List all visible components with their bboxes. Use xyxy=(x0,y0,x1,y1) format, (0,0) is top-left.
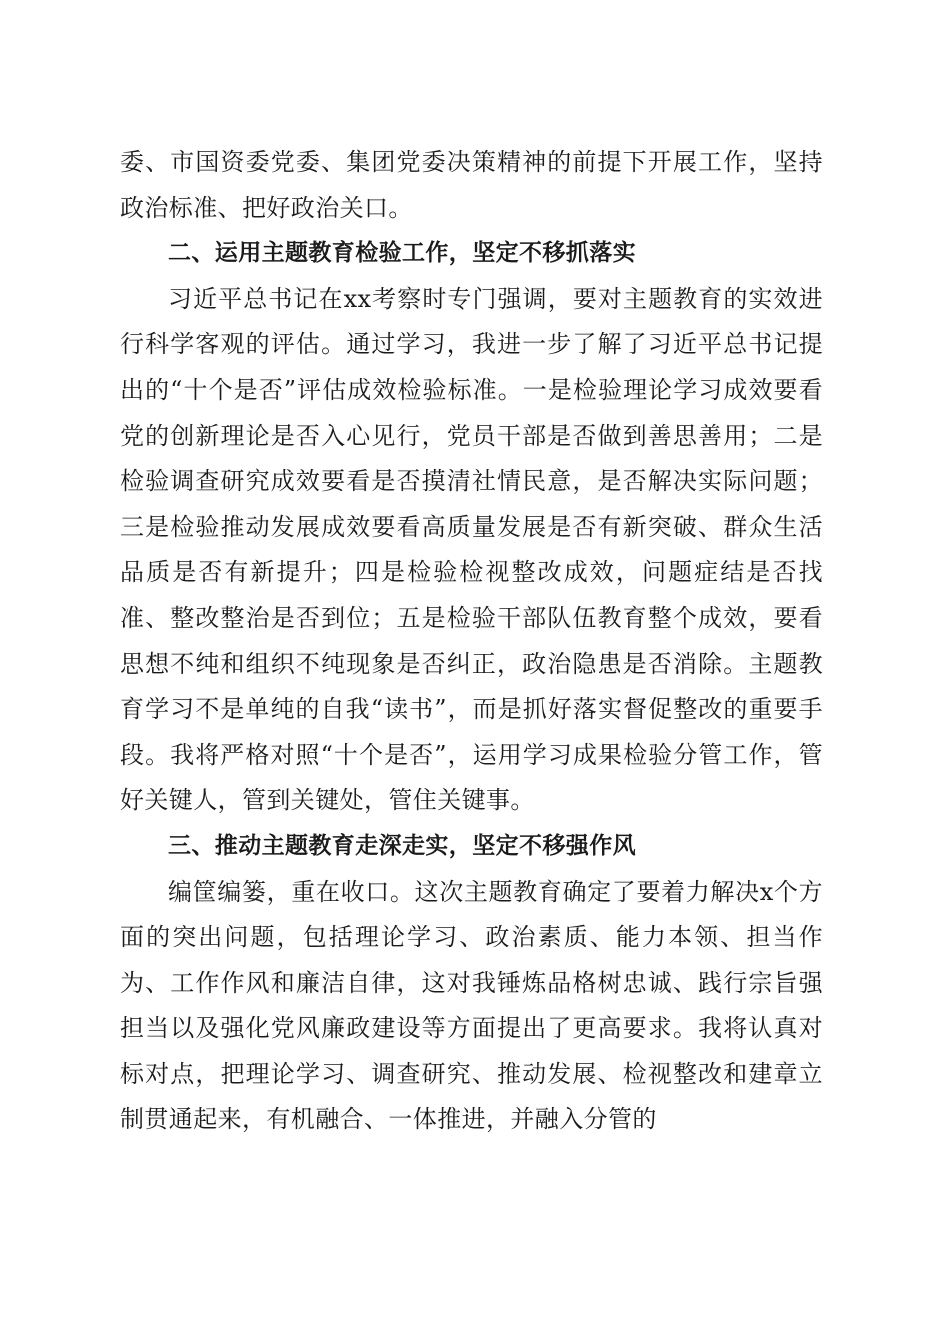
document-body xyxy=(120,140,823,1143)
paragraph-section-2: 习近平总书记在xx考察时专门强调，要对主题教育的实效进行科学客观的评估。通过学习，我进一步了解了习近平总书记提出的“十个是否”评估成效检验标准。一是检验理论学习成效要看党的创新理论是否入心见行，党员干部是否做到善思善用；二是检验调查研究成效要看是否摸清社情民意，是否解决实际问题；三是检验推动发展成效要看高质量发展是否有新突破、群众生活品质是否有新提升；四是检验检视整改成效，问题症结是否找准、整改整治是否到位；五是检验干部队伍教育整个成效，要看思想不纯和组织不纯现象是否纠正，政治隐患是否消除。主题教育学习不是单纯的自我“读书”，而是抓好落实督促整改的重要手段。我将严格对照“十个是否”，运用学习成果检验分管工作，管好关键人，管到关键处，管住关键事。 xyxy=(120,284,823,815)
paragraph-section-3: 编筐编篓，重在收口。这次主题教育确定了要着力解决x个方面的突出问题，包括理论学习、政治素质、能力本领、担当作为、工作作风和廉洁自律，这对我锤炼品格树忠诚、践行宗旨强担当以及强化党风廉政建设等方面提出了更高要求。我将认真对标对点，把理论学习、调查研究、推动发展、检视整改和建章立制贯通起来，有机融合、一体推进，并融入分管的 xyxy=(120,877,823,1134)
section-heading-3: 三、推动主题教育走深走实，坚定不移强作风 xyxy=(168,832,636,859)
section-heading-2: 二、运用主题教育检验工作，坚定不移抓落实 xyxy=(168,240,636,267)
paragraph-continuation: 委、市国资委党委、集团党委决策精神的前提下开展工作，坚持政治标准、把好政治关口。 xyxy=(120,148,823,222)
